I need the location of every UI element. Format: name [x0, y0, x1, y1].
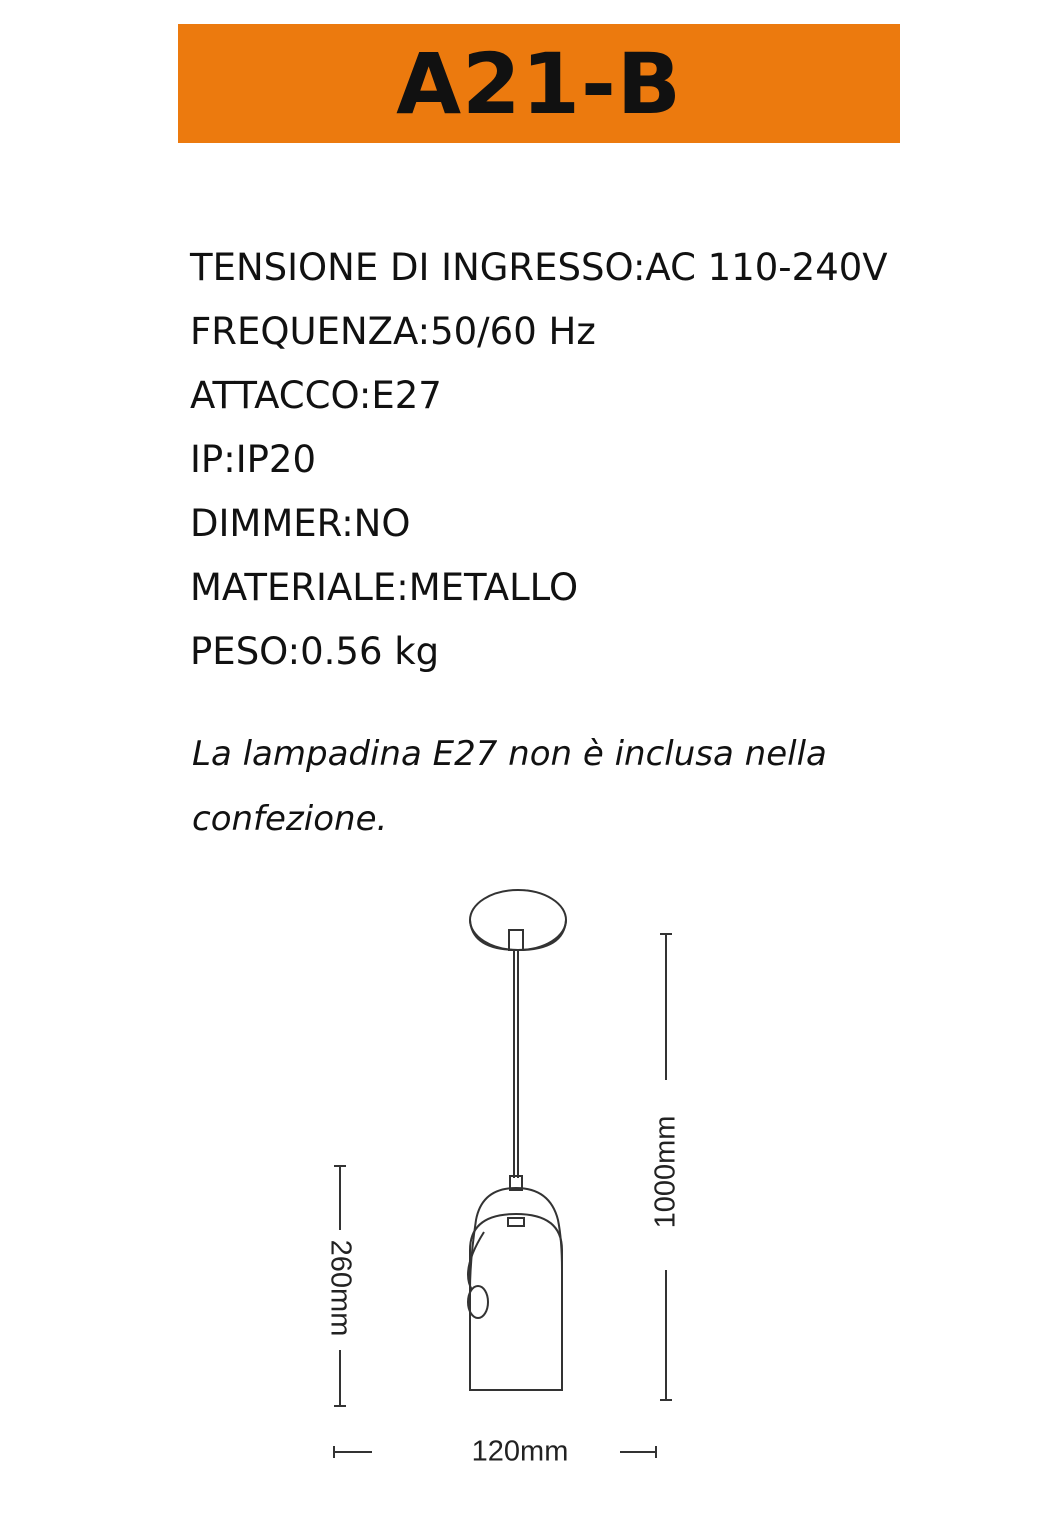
spec-list [190, 236, 1010, 684]
total-height-label: 1000mm [649, 1115, 682, 1229]
shade-finial-shape [508, 1218, 524, 1226]
spec-socket: ATTACCO:E27 [190, 374, 442, 417]
spec-material: MATERIALE:METALLO [190, 566, 579, 609]
canopy-rim-shape [470, 920, 566, 950]
width-label: 120mm [471, 1435, 569, 1468]
lamp-shade-shape [470, 1214, 562, 1390]
ceiling-canopy-shape [470, 890, 566, 950]
canopy-connector-shape [509, 930, 523, 950]
spec-input-voltage: TENSIONE DI INGRESSO:AC 110-240V [190, 246, 888, 289]
spec-dimmer: DIMMER:NO [190, 502, 411, 545]
spec-frequency: FREQUENZA:50/60 Hz [190, 310, 596, 353]
spec-weight: PESO:0.56 kg [190, 630, 440, 673]
bracket-left-shape [470, 1188, 516, 1290]
product-code-title: A21-B [396, 34, 682, 133]
spec-ip-rating: IP:IP20 [190, 438, 316, 481]
bulb-not-included-note: La lampadina E27 non è inclusa nella confezione. [192, 734, 827, 839]
lamp-height-label: 260mm [324, 1239, 357, 1337]
header-bar [178, 24, 900, 143]
lamp-dimension-diagram [300, 870, 720, 1490]
